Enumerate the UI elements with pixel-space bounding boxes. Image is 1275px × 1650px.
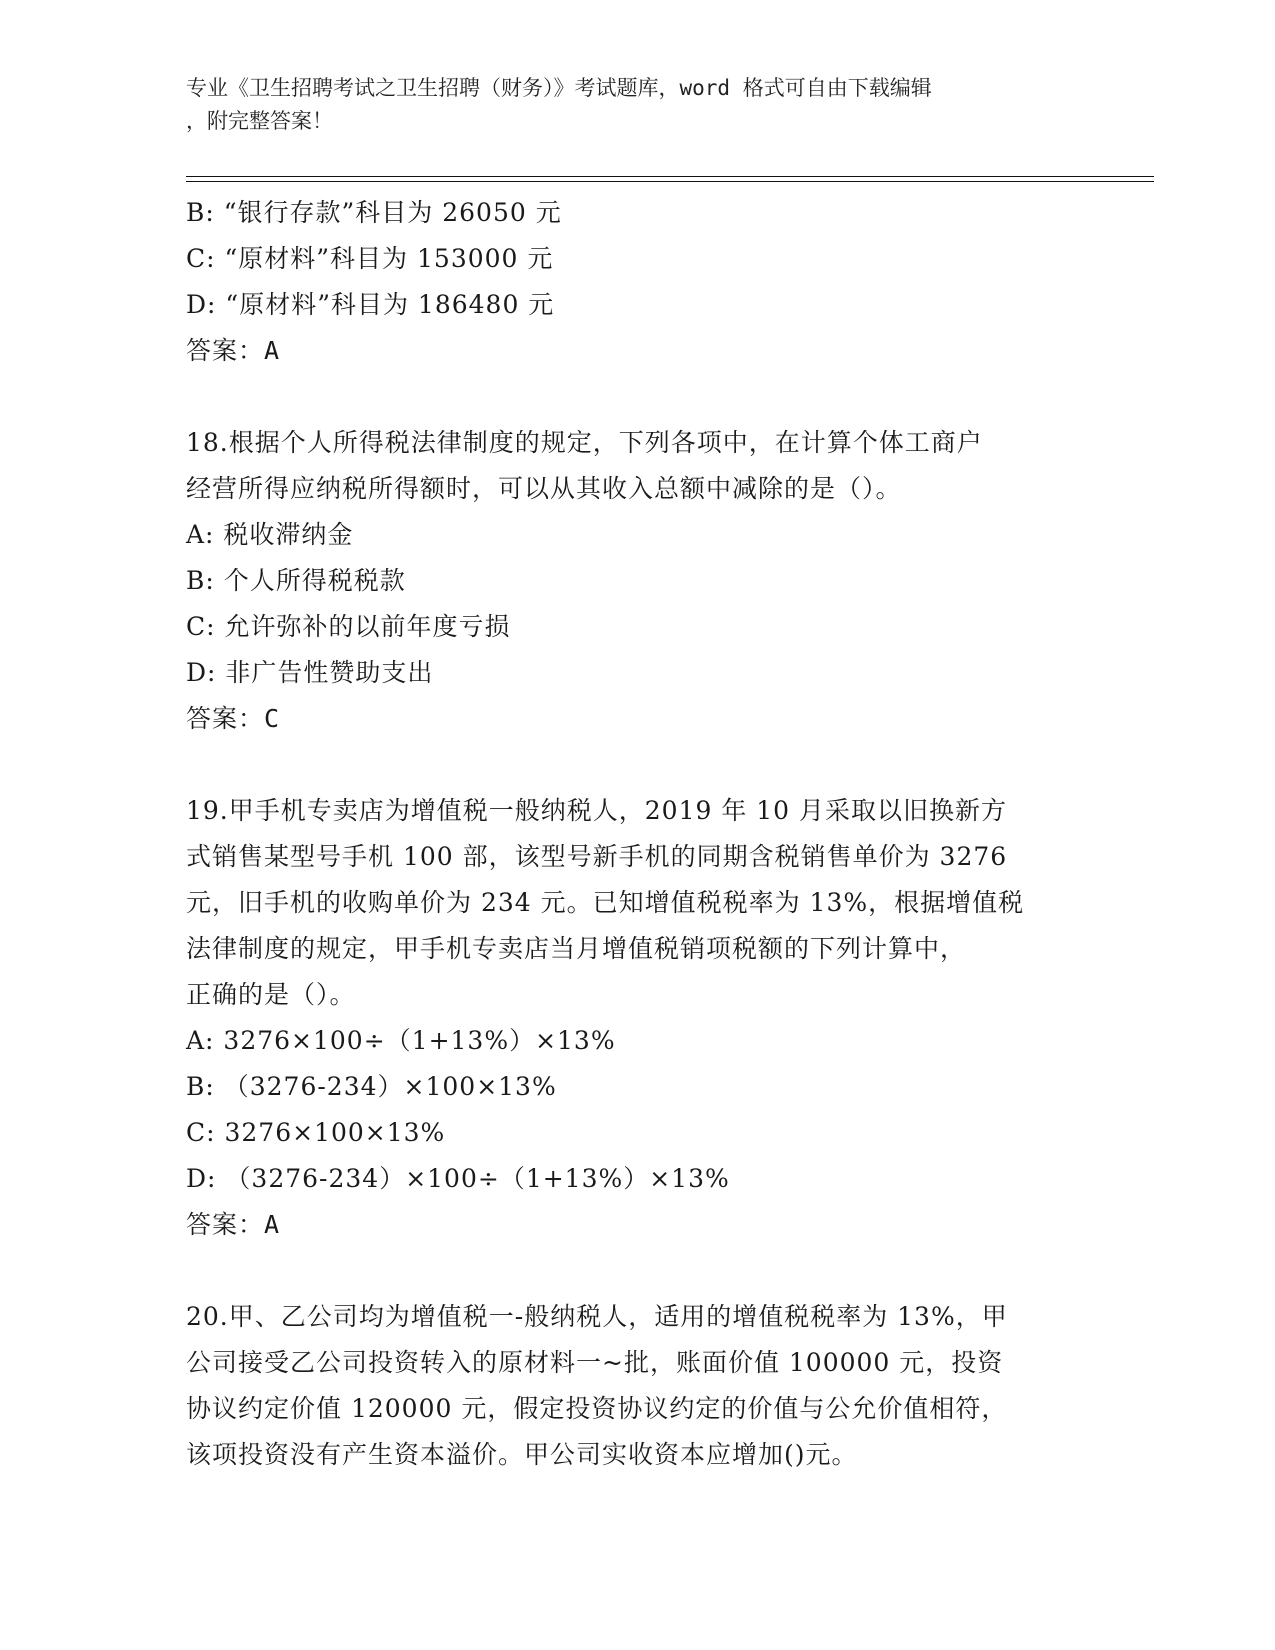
question-stem-line: 元，旧手机的收购单价为 234 元。已知增值税税率为 13%，根据增值税 [186, 888, 1025, 917]
header-divider-bottom [186, 181, 1154, 182]
question-stem-line: 经营所得应纳税所得额时，可以从其收入总额中减除的是（）。 [186, 474, 902, 503]
header-line-1: 专业《卫生招聘考试之卫生招聘（财务）》考试题库，word 格式可自由下载编辑 [186, 76, 932, 100]
option-b: B: （3276-234）×100×13% [186, 1072, 557, 1101]
question-stem-line: 公司接受乙公司投资转入的原材料一~批，账面价值 100000 元，投资 [186, 1348, 1004, 1377]
question-18 [186, 420, 1086, 742]
document-header [186, 72, 1066, 138]
option-c: C: 允许弥补的以前年度亏损 [186, 612, 511, 641]
question-stem-line: 20.甲、乙公司均为增值税一-般纳税人，适用的增值税税率为 13%，甲 [186, 1302, 1008, 1331]
question-19 [186, 788, 1086, 1248]
question-stem-line: 18.根据个人所得税法律制度的规定，下列各项中，在计算个体工商户 [186, 428, 983, 457]
option-b: B: 个人所得税税款 [186, 566, 406, 595]
answer-label: 答案： [186, 336, 265, 365]
answer-line [186, 328, 1086, 374]
answer-label: 答案： [186, 704, 265, 733]
question-stem-line: 该项投资没有产生资本溢价。甲公司实收资本应增加()元。 [186, 1440, 858, 1469]
question-stem-line: 法律制度的规定，甲手机专卖店当月增值税销项税额的下列计算中， [186, 934, 967, 963]
question-stem-line: 式销售某型号手机 100 部，该型号新手机的同期含税销售单价为 3276 [186, 842, 1008, 871]
answer-value: C [264, 704, 281, 733]
answer-line [186, 696, 1086, 742]
answer-label: 答案： [186, 1210, 265, 1239]
option-b: B: “银行存款”科目为 26050 元 [186, 198, 562, 227]
question-20 [186, 1294, 1086, 1478]
option-c: C: “原材料”科目为 153000 元 [186, 244, 554, 273]
option-a: A: 税收滞纳金 [186, 520, 354, 549]
answer-value: A [264, 1210, 281, 1239]
header-line-2: ，附完整答案！ [186, 109, 333, 133]
option-d: D: 非广告性赞助支出 [186, 658, 434, 687]
option-a: A: 3276×100÷（1+13%）×13% [186, 1026, 616, 1055]
option-c: C: 3276×100×13% [186, 1118, 446, 1147]
option-d: D: “原材料”科目为 186480 元 [186, 290, 555, 319]
question-stem-line: 正确的是（）。 [186, 980, 356, 1009]
answer-value: A [264, 336, 281, 365]
option-d: D: （3276-234）×100÷（1+13%）×13% [186, 1164, 730, 1193]
document-body [186, 190, 1086, 1478]
header-divider-top [186, 176, 1154, 177]
answer-line [186, 1202, 1086, 1248]
question-17-tail [186, 190, 1086, 374]
question-stem-line: 19.甲手机专卖店为增值税一般纳税人，2019 年 10 月采取以旧换新方 [186, 796, 1008, 825]
question-stem-line: 协议约定价值 120000 元，假定投资协议约定的价值与公允价值相符， [186, 1394, 1008, 1423]
